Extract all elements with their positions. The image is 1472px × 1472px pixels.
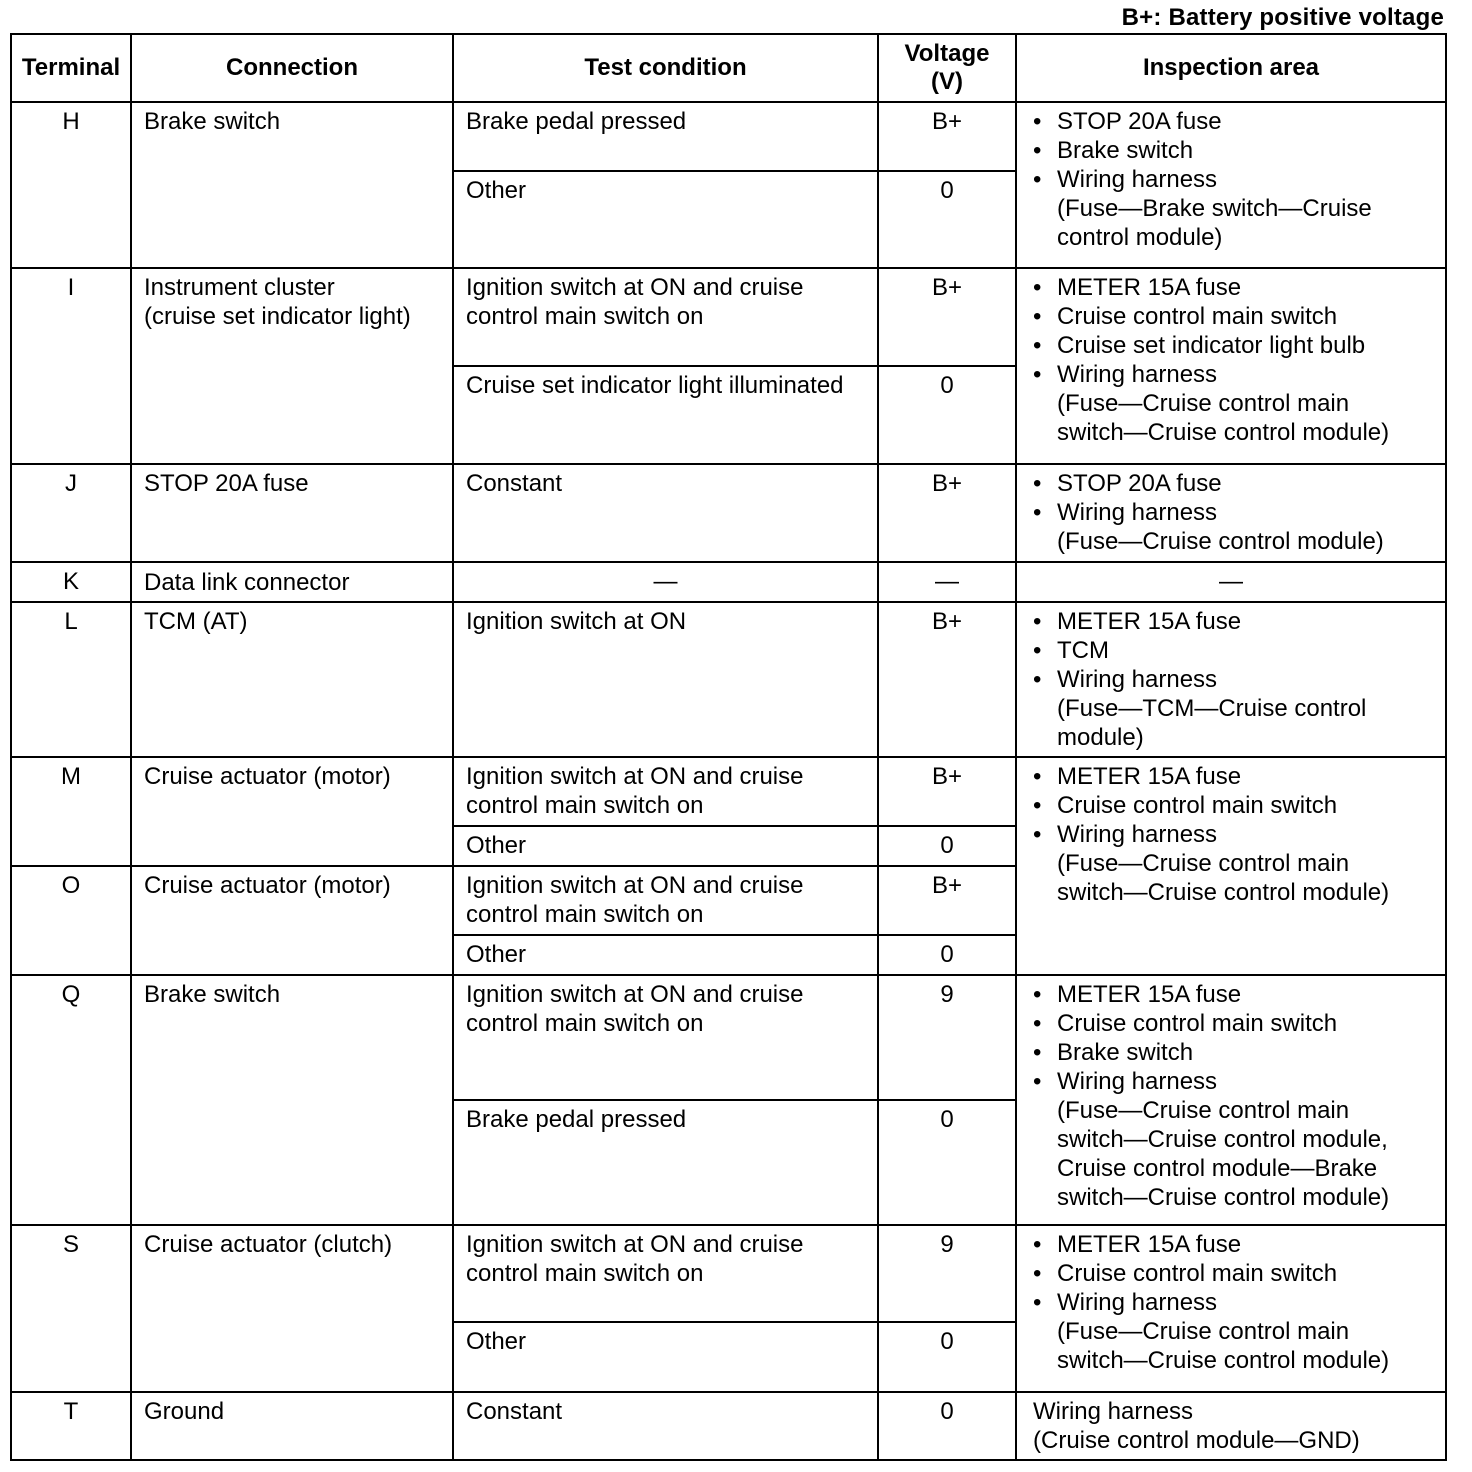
inspection-detail: switch—Cruise control module) [1057,1184,1390,1211]
condition-line: control main switch on [466,303,704,330]
terminal-cell: T [11,1392,131,1460]
condition-line: control main switch on [466,792,704,819]
inspection-detail: module) [1057,724,1144,751]
inspection-cell [1016,757,1446,975]
terminal-voltage-table [10,33,1447,1461]
inspection-list [1029,1230,1433,1317]
condition-cell: Cruise set indicator light illuminated [453,366,878,464]
table-row [11,562,1446,602]
voltage-cell: 9 [878,1225,1016,1322]
condition-line: control main switch on [466,1010,704,1037]
battery-voltage-note: B+: Battery positive voltage [1121,4,1444,31]
inspection-cell: — [1016,562,1446,602]
inspection-cell [1016,102,1446,268]
condition-line: Ignition switch at ON and cruise [466,274,804,301]
voltage-cell: B+ [878,464,1016,562]
inspection-detail: switch—Cruise control module) [1057,879,1390,906]
condition-cell: Other [453,171,878,268]
inspection-detail: control module) [1057,224,1223,251]
connection-cell: Brake switch [131,975,453,1225]
inspection-item: • METER 15A fuse [1029,273,1433,302]
condition-cell [453,975,878,1100]
condition-cell [453,757,878,826]
connection-cell [131,268,453,464]
header-connection: Connection [131,34,453,102]
condition-cell [453,268,878,366]
inspection-list [1029,273,1433,389]
inspection-item: • Cruise control main switch [1029,1259,1433,1288]
inspection-item: • TCM [1029,636,1433,665]
voltage-cell: — [878,562,1016,602]
table-row [11,1392,1446,1460]
header-inspection-area: Inspection area [1016,34,1446,102]
header-row [11,34,1446,102]
table-row [11,268,1446,366]
inspection-item: • Wiring harness [1029,665,1433,694]
header-voltage-label: Voltage [904,40,990,67]
inspection-item: • Brake switch [1029,136,1433,165]
condition-cell: Brake pedal pressed [453,1100,878,1225]
inspection-list [1029,762,1433,849]
condition-cell: Brake pedal pressed [453,102,878,171]
condition-line: Ignition switch at ON and cruise [466,872,804,899]
inspection-detail: switch—Cruise control module) [1057,1347,1390,1374]
inspection-item: • STOP 20A fuse [1029,469,1433,498]
connection-cell: Cruise actuator (clutch) [131,1225,453,1392]
voltage-cell: 0 [878,366,1016,464]
condition-line: control main switch on [466,1260,704,1287]
terminal-cell: H [11,102,131,268]
condition-cell: Constant [453,1392,878,1460]
connection-line: Instrument cluster [144,274,335,301]
header-test-condition: Test condition [453,34,878,102]
inspection-detail: switch—Cruise control module, [1057,1126,1388,1153]
inspection-detail: (Fuse—Cruise control module) [1057,528,1384,555]
condition-line: Ignition switch at ON and cruise [466,763,804,790]
voltage-cell: B+ [878,866,1016,935]
table-row [11,602,1446,757]
inspection-detail: (Fuse—Cruise control main [1057,850,1350,877]
inspection-item: • Cruise control main switch [1029,302,1433,331]
inspection-detail: Wiring harness [1033,1398,1194,1425]
inspection-detail: (Fuse—Cruise control main [1057,390,1350,417]
terminal-cell: O [11,866,131,975]
inspection-item: • STOP 20A fuse [1029,107,1433,136]
connection-cell: Data link connector [131,562,453,602]
terminal-cell: M [11,757,131,866]
inspection-detail: switch—Cruise control module) [1057,419,1390,446]
inspection-list [1029,469,1433,527]
terminal-cell: J [11,464,131,562]
inspection-list [1029,607,1433,694]
voltage-cell: 0 [878,171,1016,268]
inspection-cell [1016,602,1446,757]
condition-cell [453,866,878,935]
voltage-cell: 9 [878,975,1016,1100]
terminal-cell: L [11,602,131,757]
inspection-cell [1016,1392,1446,1460]
header-voltage [878,34,1016,102]
condition-cell: Ignition switch at ON [453,602,878,757]
inspection-item: • METER 15A fuse [1029,607,1433,636]
connection-cell: STOP 20A fuse [131,464,453,562]
inspection-list [1029,107,1433,194]
table-row [11,102,1446,171]
terminal-cell: I [11,268,131,464]
inspection-item: • Wiring harness [1029,498,1433,527]
inspection-item: • Wiring harness [1029,360,1433,389]
voltage-cell: B+ [878,102,1016,171]
table-row [11,757,1446,826]
inspection-item: • Wiring harness [1029,1288,1433,1317]
inspection-cell [1016,1225,1446,1392]
table-row [11,975,1446,1100]
table-row [11,1225,1446,1322]
connection-cell: Ground [131,1392,453,1460]
inspection-item: • Cruise control main switch [1029,1009,1433,1038]
inspection-cell [1016,464,1446,562]
voltage-cell: B+ [878,602,1016,757]
inspection-item: • Cruise control main switch [1029,791,1433,820]
inspection-item: • METER 15A fuse [1029,980,1433,1009]
connection-cell: Cruise actuator (motor) [131,866,453,975]
inspection-item: • Wiring harness [1029,1067,1433,1096]
condition-cell: Other [453,935,878,975]
inspection-cell [1016,975,1446,1225]
inspection-detail: (Cruise control module—GND) [1033,1427,1360,1454]
condition-cell [453,1225,878,1322]
terminal-cell: Q [11,975,131,1225]
connection-cell: TCM (AT) [131,602,453,757]
inspection-item: • Wiring harness [1029,820,1433,849]
voltage-cell: B+ [878,757,1016,826]
header-voltage-unit: (V) [931,68,963,95]
terminal-cell: K [11,562,131,602]
condition-cell: — [453,562,878,602]
inspection-item: • Brake switch [1029,1038,1433,1067]
connection-cell: Cruise actuator (motor) [131,757,453,866]
inspection-cell [1016,268,1446,464]
voltage-cell: 0 [878,1100,1016,1225]
voltage-cell: 0 [878,826,1016,866]
terminal-cell: S [11,1225,131,1392]
condition-line: Ignition switch at ON and cruise [466,1231,804,1258]
voltage-cell: 0 [878,935,1016,975]
inspection-list [1029,980,1433,1096]
inspection-item: • Cruise set indicator light bulb [1029,331,1433,360]
inspection-detail: (Fuse—TCM—Cruise control [1057,695,1367,722]
inspection-item: • Wiring harness [1029,165,1433,194]
inspection-detail: (Fuse—Cruise control main [1057,1097,1350,1124]
condition-line: control main switch on [466,901,704,928]
condition-cell: Constant [453,464,878,562]
inspection-item: • METER 15A fuse [1029,1230,1433,1259]
condition-cell: Other [453,1322,878,1392]
table-row [11,464,1446,562]
condition-line: Ignition switch at ON and cruise [466,981,804,1008]
inspection-detail: Cruise control module—Brake [1057,1155,1378,1182]
inspection-detail: (Fuse—Cruise control main [1057,1318,1350,1345]
voltage-cell: 0 [878,1322,1016,1392]
connection-line: (cruise set indicator light) [144,303,411,330]
inspection-item: • METER 15A fuse [1029,762,1433,791]
connection-cell: Brake switch [131,102,453,268]
voltage-cell: B+ [878,268,1016,366]
inspection-detail: (Fuse—Brake switch—Cruise [1057,195,1372,222]
voltage-cell: 0 [878,1392,1016,1460]
header-terminal: Terminal [11,34,131,102]
condition-cell: Other [453,826,878,866]
